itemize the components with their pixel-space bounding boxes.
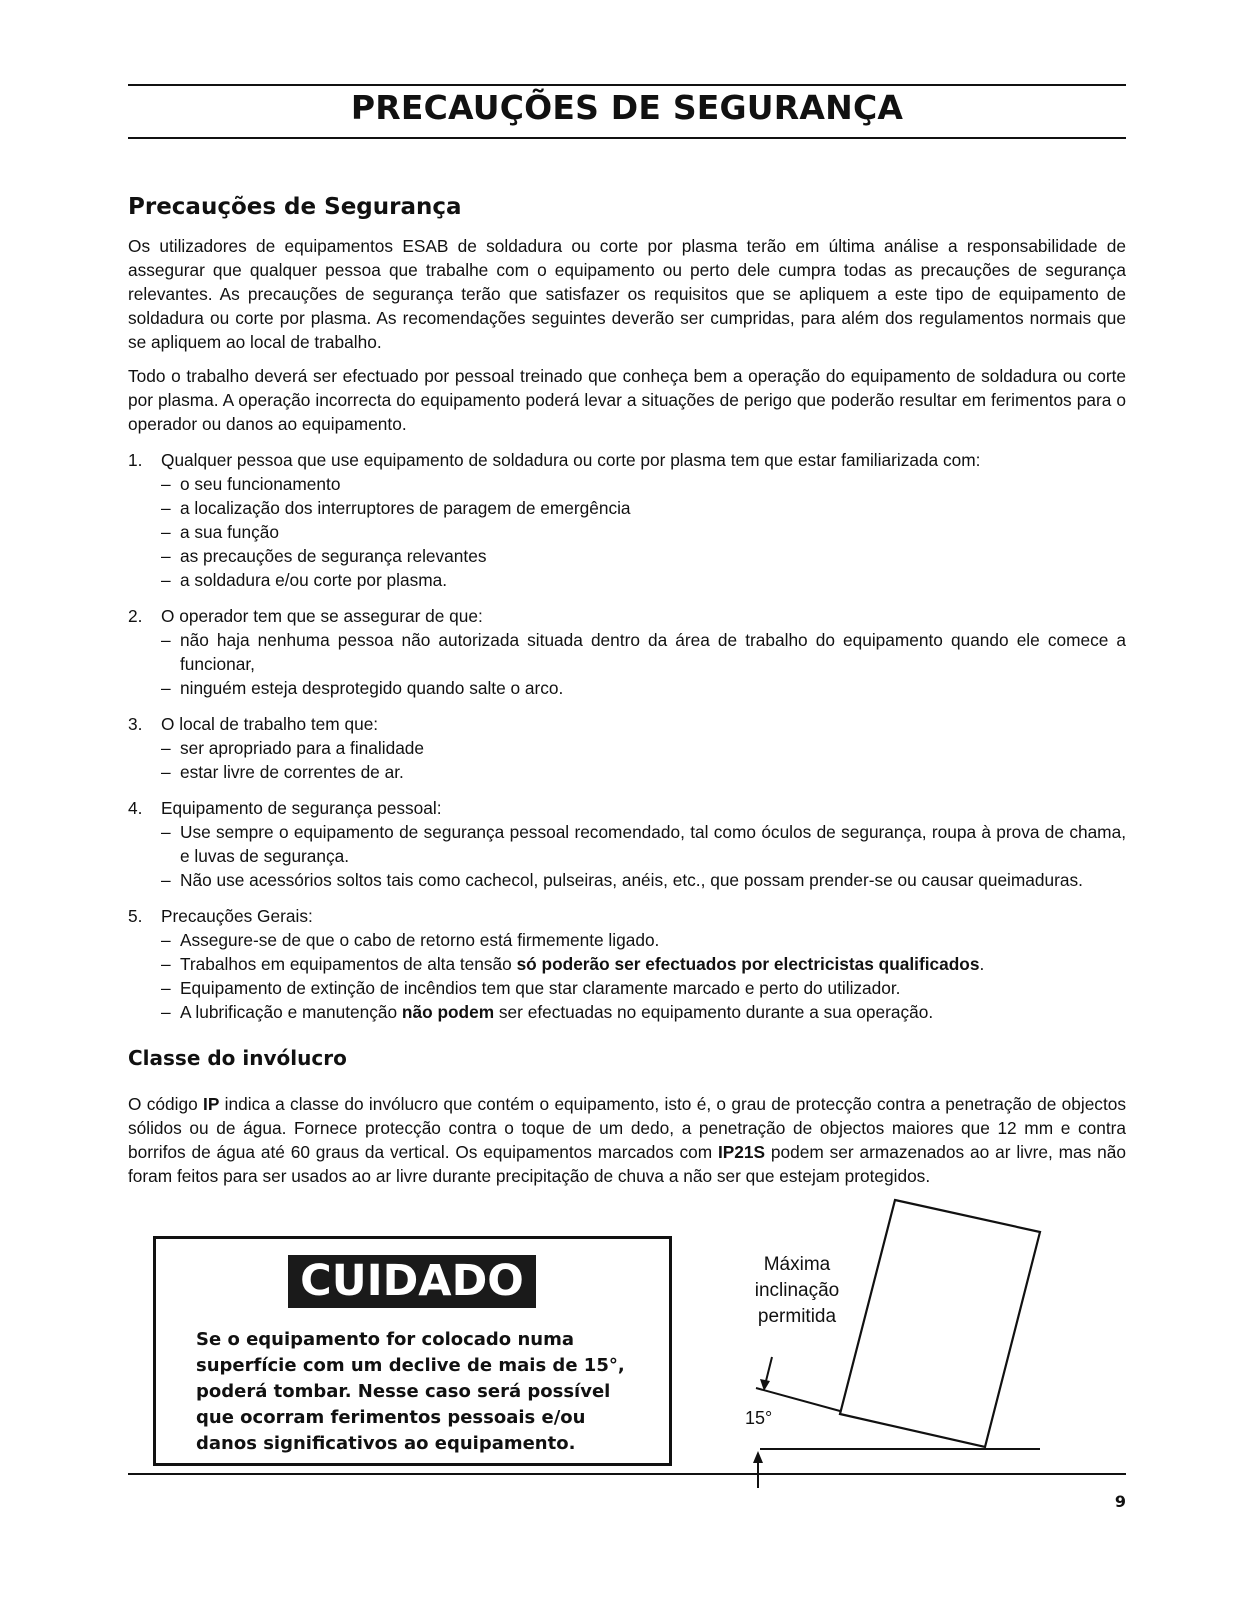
section-heading-safety: Precauções de Segurança bbox=[128, 194, 462, 220]
sub-item: a localização dos interruptores de paragem de emergência bbox=[180, 498, 631, 518]
section-heading-enclosure: Classe do invólucro bbox=[128, 1046, 347, 1070]
item-number: 3. bbox=[128, 714, 143, 734]
sub-item-post: . bbox=[979, 954, 985, 974]
sub-item-pre: A lubrificação e manutenção bbox=[180, 1002, 402, 1022]
footer-rule bbox=[128, 1473, 1126, 1475]
sub-item-bold: não podem bbox=[401, 1002, 495, 1022]
angle-label: 15° bbox=[745, 1408, 773, 1428]
sub-item: Equipamento de extinção de incêndios tem que star claramente marcado e perto do utilizador. bbox=[180, 978, 901, 998]
sub-item: as precauções de segurança relevantes bbox=[180, 546, 487, 566]
sub-item: ser apropriado para a finalidade bbox=[180, 738, 425, 758]
sub-item-bold: só poderão ser efectuados por electricistas qualificados bbox=[516, 954, 980, 974]
sub-item-pre: Trabalhos em equipamentos de alta tensão bbox=[180, 954, 517, 974]
sub-item: não haja nenhuma pessoa não autorizada situada dentro da área de trabalho do equipamento quando ele comece a funcionar, bbox=[180, 630, 1126, 674]
item-number: 4. bbox=[128, 798, 143, 818]
intro-paragraph-2: Todo o trabalho deverá ser efectuado por pessoal treinado que conheça bem a operação do equipamento de soldadura ou corte por plasma. A operação incorrecta do equipamento poderá levar a situações de perigo que poderão resultar em ferimentos para o operador ou danos ao equipamento. bbox=[128, 366, 1126, 434]
header-rule-bottom bbox=[128, 137, 1126, 139]
caution-title: CUIDADO bbox=[288, 1255, 536, 1308]
list-item: 5. Precauções Gerais: – Assegure-se de que o cabo de retorno está firmemente ligado. – Trabalhos em equipamentos de alta tensão só poderão ser efectuados por electricistas qualificados. – Equipamento de extinção de incêndios tem que star claramente marcado e perto do utilizador. – A lubrificação e manutenção não podem ser efectuadas no equipamento durante a sua operação. bbox=[128, 906, 985, 1022]
caution-box bbox=[153, 1236, 672, 1466]
list-item: 1. Qualquer pessoa que use equipamento de soldadura ou corte por plasma tem que estar familiarizada com: – o seu funcionamento – a localização dos interruptores de paragem de emergência – a sua função – as precauções de segurança relevantes – a soldadura e/ou corte por plasma. bbox=[128, 450, 981, 590]
sub-item: ninguém esteja desprotegido quando salte o arco. bbox=[180, 678, 564, 698]
item-number: 5. bbox=[128, 906, 143, 926]
tilt-label: Máxima inclinação permitida bbox=[754, 1254, 840, 1327]
tilt-diagram bbox=[720, 1195, 1050, 1495]
sub-item: Use sempre o equipamento de segurança pessoal recomendado, tal como óculos de segurança, roupa à prova de chama, e luvas de segurança. bbox=[180, 822, 1126, 866]
page-title: PRECAUÇÕES DE SEGURANÇA bbox=[350, 88, 904, 127]
item-text: O operador tem que se assegurar de que: bbox=[161, 606, 483, 626]
item-text: Precauções Gerais: bbox=[161, 906, 313, 926]
intro-paragraph-1: Os utilizadores de equipamentos ESAB de soldadura ou corte por plasma terão em última análise a responsabilidade de assegurar que qualquer pessoa que trabalhe com o equipamento ou perto dele cumpra todas as precauções de segurança relevantes. As precauções de segurança terão que satisfazer os requisitos que se apliquem a este tipo de equipamento de soldadura ou corte por plasma. As recomendações seguintes deverão ser cumpridas, para além dos regulamentos normais que se apliquem ao local de trabalho. bbox=[128, 236, 1126, 352]
item-text: Equipamento de segurança pessoal: bbox=[161, 798, 442, 818]
list-item: 3. O local de trabalho tem que: – ser apropriado para a finalidade – estar livre de correntes de ar. bbox=[128, 714, 425, 782]
tilted-equipment-shape bbox=[840, 1200, 1040, 1447]
sub-item: estar livre de correntes de ar. bbox=[180, 762, 404, 782]
item-number: 1. bbox=[128, 450, 143, 470]
list-item: 2. O operador tem que se assegurar de que: – não haja nenhuma pessoa não autorizada situada dentro da área de trabalho do equipamento quando ele comece a funcionar, – ninguém esteja desprotegido quando salte o arco. bbox=[128, 606, 1126, 698]
item-text: O local de trabalho tem que: bbox=[161, 714, 379, 734]
precautions-list bbox=[128, 448, 1126, 1024]
caution-text: Se o equipamento for colocado numa superfície com um declive de mais de 15°, poderá tombar. Nesse caso será possível que ocorram ferimentos pessoais e/ou danos significativos ao equipamento. bbox=[196, 1329, 625, 1454]
sub-item: Não use acessórios soltos tais como cachecol, pulseiras, anéis, etc., que possam prender-se ou causar queimaduras. bbox=[180, 870, 1083, 890]
enclosure-paragraph: O código IP indica a classe do invólucro que contém o equipamento, isto é, o grau de protecção contra a penetração de objectos sólidos ou de água. Fornece protecção contra o toque de um dedo, a penetração de objectos maiores que 12 mm e contra borrifos de água até 60 graus da vertical. Os equipamentos marcados com IP21S podem ser armazenados ao ar livre, mas não foram feitos para ser usados ao ar livre durante precipitação de chuva a não ser que estejam protegidos. bbox=[128, 1094, 1126, 1186]
page-number: 9 bbox=[1114, 1492, 1126, 1511]
main-content bbox=[128, 194, 1126, 1188]
item-text: Qualquer pessoa que use equipamento de soldadura ou corte por plasma tem que estar familiarizada com: bbox=[161, 450, 981, 470]
sub-item: a sua função bbox=[180, 522, 279, 542]
sub-item: o seu funcionamento bbox=[180, 474, 341, 494]
sub-item: Assegure-se de que o cabo de retorno está firmemente ligado. bbox=[180, 930, 660, 950]
list-item: 4. Equipamento de segurança pessoal: – Use sempre o equipamento de segurança pessoal recomendado, tal como óculos de segurança, roupa à prova de chama, e luvas de segurança. – Não use acessórios soltos tais como cachecol, pulseiras, anéis, etc., que possam prender-se ou causar queimaduras. bbox=[128, 798, 1126, 890]
ip21s-code: IP21S bbox=[717, 1142, 766, 1162]
sub-item-post: ser efectuadas no equipamento durante a sua operação. bbox=[494, 1002, 934, 1022]
header-rule-top bbox=[128, 84, 1126, 86]
arrow-up-head bbox=[753, 1451, 763, 1463]
item-number: 2. bbox=[128, 606, 143, 626]
sub-item: a soldadura e/ou corte por plasma. bbox=[180, 570, 448, 590]
ip-code: IP bbox=[203, 1094, 220, 1114]
